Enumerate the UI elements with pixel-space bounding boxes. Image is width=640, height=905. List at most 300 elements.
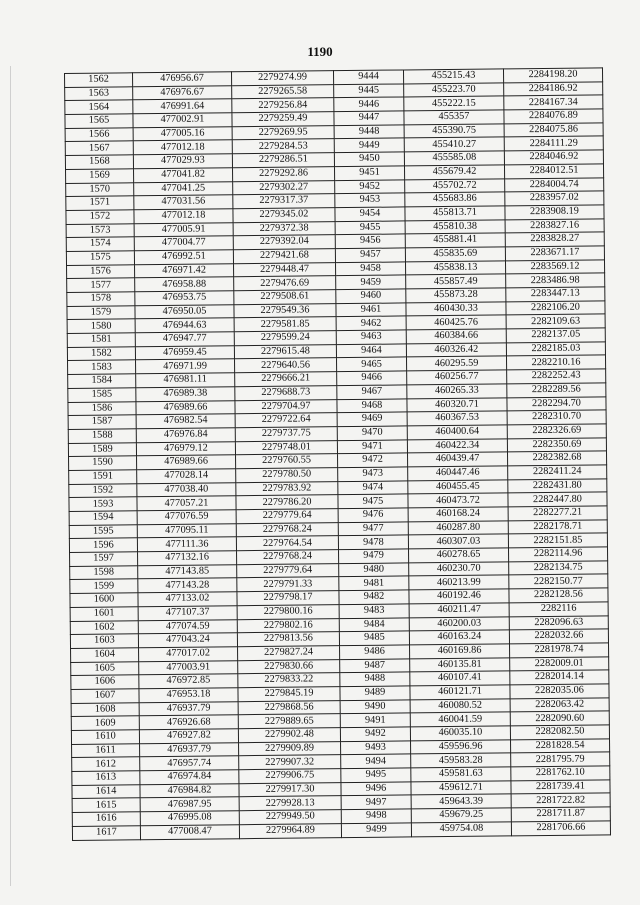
x-coordinate-cell: 455881.41 bbox=[405, 233, 505, 248]
point-id-cell: 1578 bbox=[67, 292, 135, 306]
x-coordinate-cell: 476981.11 bbox=[136, 373, 235, 388]
point-id-cell: 1589 bbox=[68, 442, 136, 456]
y-coordinate-cell: 2279317.37 bbox=[233, 194, 335, 209]
point-id-cell: 9445 bbox=[334, 84, 404, 98]
point-id-cell: 9483 bbox=[339, 604, 409, 618]
y-coordinate-cell: 2279783.92 bbox=[236, 481, 338, 496]
x-coordinate-cell: 459583.28 bbox=[411, 753, 511, 768]
point-id-cell: 9453 bbox=[335, 193, 405, 207]
point-id-cell: 9495 bbox=[341, 768, 411, 782]
y-coordinate-cell: 2279421.68 bbox=[233, 249, 335, 264]
x-coordinate-cell: 476971.99 bbox=[136, 359, 235, 374]
point-id-cell: 9486 bbox=[340, 645, 410, 659]
y-coordinate-cell: 2279259.49 bbox=[232, 112, 334, 127]
point-id-cell: 9468 bbox=[337, 398, 407, 412]
x-coordinate-cell: 476976.67 bbox=[133, 85, 232, 100]
point-id-cell: 9496 bbox=[341, 782, 411, 796]
point-id-cell: 9478 bbox=[338, 535, 408, 549]
point-id-cell: 9450 bbox=[334, 152, 404, 166]
point-id-cell: 1613 bbox=[72, 771, 140, 785]
x-coordinate-cell: 476987.95 bbox=[140, 797, 239, 812]
y-coordinate-cell: 2279764.54 bbox=[236, 536, 338, 551]
y-coordinate-cell: 2279768.24 bbox=[237, 550, 339, 565]
point-id-cell: 9454 bbox=[335, 207, 405, 221]
x-coordinate-cell: 455838.13 bbox=[405, 261, 505, 276]
x-coordinate-cell: 460107.41 bbox=[410, 671, 510, 686]
coordinates-table-body bbox=[65, 68, 611, 840]
point-id-cell: 1617 bbox=[72, 826, 140, 840]
point-id-cell: 9464 bbox=[336, 344, 406, 358]
x-coordinate-cell: 476957.74 bbox=[140, 756, 239, 771]
x-coordinate-cell: 460169.86 bbox=[410, 644, 510, 659]
x-coordinate-cell: 476979.12 bbox=[136, 441, 235, 456]
y-coordinate-cell: 2279964.89 bbox=[239, 823, 341, 838]
x-coordinate-cell: 476926.68 bbox=[139, 715, 238, 730]
y-coordinate-cell: 2279599.24 bbox=[234, 331, 336, 346]
x-coordinate-cell: 477057.21 bbox=[137, 496, 236, 511]
x-coordinate-cell: 476927.82 bbox=[139, 729, 238, 744]
x-coordinate-cell: 476989.66 bbox=[136, 400, 235, 415]
point-id-cell: 1616 bbox=[72, 812, 140, 826]
y-coordinate-cell: 2279868.56 bbox=[238, 700, 340, 715]
y-coordinate-cell: 2284012.51 bbox=[504, 164, 603, 179]
y-coordinate-cell: 2281739.41 bbox=[511, 780, 610, 795]
y-coordinate-cell: 2282447.80 bbox=[508, 492, 607, 507]
x-coordinate-cell: 459596.96 bbox=[411, 740, 511, 755]
y-coordinate-cell: 2279768.24 bbox=[236, 522, 338, 537]
point-id-cell: 9473 bbox=[338, 467, 408, 481]
y-coordinate-cell: 2284004.74 bbox=[505, 177, 604, 192]
y-coordinate-cell: 2282096.63 bbox=[509, 615, 608, 630]
x-coordinate-cell: 455679.42 bbox=[404, 165, 504, 180]
point-id-cell: 9476 bbox=[338, 508, 408, 522]
y-coordinate-cell: 2284167.34 bbox=[504, 95, 603, 110]
point-id-cell: 1601 bbox=[70, 607, 138, 621]
x-coordinate-cell: 476937.79 bbox=[140, 742, 239, 757]
y-coordinate-cell: 2279813.56 bbox=[237, 632, 339, 647]
x-coordinate-cell: 477038.40 bbox=[137, 482, 236, 497]
point-id-cell: 9472 bbox=[338, 453, 408, 467]
x-coordinate-cell: 476991.64 bbox=[133, 99, 232, 114]
x-coordinate-cell: 455835.69 bbox=[405, 247, 505, 262]
x-coordinate-cell: 477028.14 bbox=[137, 469, 236, 484]
y-coordinate-cell: 2284186.92 bbox=[504, 82, 603, 97]
y-coordinate-cell: 2283486.98 bbox=[506, 273, 605, 288]
x-coordinate-cell: 477004.77 bbox=[134, 236, 233, 251]
point-id-cell: 9477 bbox=[338, 522, 408, 536]
x-coordinate-cell: 455813.71 bbox=[405, 206, 505, 221]
point-id-cell: 9467 bbox=[337, 385, 407, 399]
y-coordinate-cell: 2281722.82 bbox=[511, 793, 610, 808]
x-coordinate-cell: 459612.71 bbox=[411, 781, 511, 796]
y-coordinate-cell: 2279265.58 bbox=[232, 84, 334, 99]
x-coordinate-cell: 460439.47 bbox=[407, 452, 507, 467]
y-coordinate-cell: 2282106.20 bbox=[506, 301, 605, 316]
y-coordinate-cell: 2282134.75 bbox=[509, 561, 608, 576]
y-coordinate-cell: 2279889.65 bbox=[238, 714, 340, 729]
y-coordinate-cell: 2283569.12 bbox=[505, 259, 604, 274]
x-coordinate-cell: 460400.64 bbox=[407, 425, 507, 440]
point-id-cell: 9462 bbox=[336, 316, 406, 330]
point-id-cell: 1580 bbox=[67, 319, 135, 333]
x-coordinate-cell: 477012.18 bbox=[134, 209, 233, 224]
x-coordinate-cell: 460035.10 bbox=[410, 726, 510, 741]
point-id-cell: 1568 bbox=[65, 155, 133, 169]
y-coordinate-cell: 2282150.77 bbox=[509, 574, 608, 589]
x-coordinate-cell: 455215.43 bbox=[403, 69, 503, 84]
point-id-cell: 1577 bbox=[67, 278, 135, 292]
y-coordinate-cell: 2283827.16 bbox=[505, 218, 604, 233]
x-coordinate-cell: 460135.81 bbox=[410, 657, 510, 672]
y-coordinate-cell: 2282277.21 bbox=[508, 506, 607, 521]
point-id-cell: 1591 bbox=[69, 470, 137, 484]
y-coordinate-cell: 2279615.48 bbox=[234, 344, 336, 359]
y-coordinate-cell: 2279909.89 bbox=[239, 741, 341, 756]
point-id-cell: 1615 bbox=[72, 798, 140, 812]
x-coordinate-cell: 477005.91 bbox=[134, 222, 233, 237]
y-coordinate-cell: 2279833.22 bbox=[238, 673, 340, 688]
y-coordinate-cell: 2279737.75 bbox=[235, 427, 337, 442]
x-coordinate-cell: 477031.56 bbox=[134, 195, 233, 210]
point-id-cell: 9489 bbox=[340, 686, 410, 700]
point-id-cell: 1602 bbox=[70, 620, 138, 634]
y-coordinate-cell: 2281828.54 bbox=[511, 739, 610, 754]
y-coordinate-cell: 2281795.79 bbox=[511, 752, 610, 767]
y-coordinate-cell: 2279269.95 bbox=[232, 125, 334, 140]
y-coordinate-cell: 2282032.66 bbox=[509, 629, 608, 644]
point-id-cell: 1600 bbox=[70, 593, 138, 607]
y-coordinate-cell: 2279907.32 bbox=[239, 755, 341, 770]
point-id-cell: 1604 bbox=[71, 648, 139, 662]
x-coordinate-cell: 455222.15 bbox=[404, 96, 504, 111]
y-coordinate-cell: 2279302.27 bbox=[233, 180, 335, 195]
point-id-cell: 1567 bbox=[65, 141, 133, 155]
x-coordinate-cell: 476989.38 bbox=[136, 387, 235, 402]
point-id-cell: 1611 bbox=[72, 743, 140, 757]
y-coordinate-cell: 2279779.64 bbox=[237, 563, 339, 578]
y-coordinate-cell: 2282310.70 bbox=[507, 410, 606, 425]
point-id-cell: 9484 bbox=[339, 617, 409, 631]
point-id-cell: 9452 bbox=[335, 179, 405, 193]
y-coordinate-cell: 2282151.85 bbox=[508, 533, 607, 548]
x-coordinate-cell: 477143.28 bbox=[138, 578, 237, 593]
point-id-cell: 1585 bbox=[68, 388, 136, 402]
point-id-cell: 9487 bbox=[340, 658, 410, 672]
y-coordinate-cell: 2279786.20 bbox=[236, 495, 338, 510]
point-id-cell: 1586 bbox=[68, 401, 136, 415]
x-coordinate-cell: 477002.91 bbox=[133, 113, 232, 128]
point-id-cell: 9469 bbox=[337, 412, 407, 426]
point-id-cell: 9482 bbox=[339, 590, 409, 604]
y-coordinate-cell: 2283957.02 bbox=[505, 191, 604, 206]
point-id-cell: 1587 bbox=[68, 415, 136, 429]
x-coordinate-cell: 460455.45 bbox=[408, 480, 508, 495]
y-coordinate-cell: 2279780.50 bbox=[236, 468, 338, 483]
point-id-cell: 9455 bbox=[335, 220, 405, 234]
y-coordinate-cell: 2279827.24 bbox=[238, 646, 340, 661]
point-id-cell: 1607 bbox=[71, 689, 139, 703]
x-coordinate-cell: 477017.02 bbox=[139, 647, 238, 662]
point-id-cell: 9447 bbox=[334, 111, 404, 125]
x-coordinate-cell: 460213.99 bbox=[409, 575, 509, 590]
point-id-cell: 9451 bbox=[334, 166, 404, 180]
point-id-cell: 9491 bbox=[340, 713, 410, 727]
x-coordinate-cell: 460384.66 bbox=[406, 329, 506, 344]
point-id-cell: 1579 bbox=[67, 305, 135, 319]
x-coordinate-cell: 460307.03 bbox=[408, 534, 508, 549]
y-coordinate-cell: 2284076.89 bbox=[504, 109, 603, 124]
point-id-cell: 1594 bbox=[69, 511, 137, 525]
y-coordinate-cell: 2282210.16 bbox=[506, 355, 605, 370]
x-coordinate-cell: 460230.70 bbox=[409, 562, 509, 577]
x-coordinate-cell: 477003.91 bbox=[139, 660, 238, 675]
x-coordinate-cell: 477041.82 bbox=[134, 168, 233, 183]
x-coordinate-cell: 476937.79 bbox=[139, 701, 238, 716]
point-id-cell: 1565 bbox=[65, 114, 133, 128]
x-coordinate-cell: 476971.42 bbox=[135, 263, 234, 278]
x-coordinate-cell: 460425.76 bbox=[406, 315, 506, 330]
y-coordinate-cell: 2282116 bbox=[509, 602, 608, 617]
x-coordinate-cell: 455357 bbox=[404, 110, 504, 125]
point-id-cell: 1606 bbox=[71, 675, 139, 689]
point-id-cell: 9498 bbox=[341, 809, 411, 823]
x-coordinate-cell: 460430.33 bbox=[406, 302, 506, 317]
point-id-cell: 9485 bbox=[339, 631, 409, 645]
y-coordinate-cell: 2279372.38 bbox=[233, 221, 335, 236]
y-coordinate-cell: 2282350.69 bbox=[507, 437, 606, 452]
x-coordinate-cell: 460422.34 bbox=[407, 438, 507, 453]
y-coordinate-cell: 2279704.97 bbox=[235, 399, 337, 414]
x-coordinate-cell: 477074.59 bbox=[138, 619, 237, 634]
y-coordinate-cell: 2281706.66 bbox=[511, 821, 610, 836]
point-id-cell: 1582 bbox=[67, 347, 135, 361]
point-id-cell: 1599 bbox=[70, 579, 138, 593]
x-coordinate-cell: 459581.63 bbox=[411, 767, 511, 782]
point-id-cell: 9466 bbox=[337, 371, 407, 385]
point-id-cell: 9480 bbox=[339, 563, 409, 577]
x-coordinate-cell: 476992.51 bbox=[134, 250, 233, 265]
x-coordinate-cell: 460295.59 bbox=[406, 356, 506, 371]
y-coordinate-cell: 2282090.60 bbox=[510, 711, 609, 726]
y-coordinate-cell: 2282114.96 bbox=[508, 547, 607, 562]
point-id-cell: 9497 bbox=[341, 795, 411, 809]
x-coordinate-cell: 455410.27 bbox=[404, 137, 504, 152]
page-number: 1190 bbox=[307, 44, 333, 59]
point-id-cell: 9463 bbox=[336, 330, 406, 344]
x-coordinate-cell: 476956.67 bbox=[133, 72, 232, 87]
x-coordinate-cell: 460367.53 bbox=[407, 411, 507, 426]
y-coordinate-cell: 2281762.10 bbox=[511, 766, 610, 781]
y-coordinate-cell: 2279549.36 bbox=[234, 303, 336, 318]
x-coordinate-cell: 460447.46 bbox=[408, 466, 508, 481]
y-coordinate-cell: 2279722.64 bbox=[235, 413, 337, 428]
x-coordinate-cell: 460041.59 bbox=[410, 712, 510, 727]
point-id-cell: 1581 bbox=[67, 333, 135, 347]
point-id-cell: 1588 bbox=[68, 429, 136, 443]
y-coordinate-cell: 2279845.19 bbox=[238, 687, 340, 702]
y-coordinate-cell: 2284198.20 bbox=[503, 68, 602, 83]
y-coordinate-cell: 2279798.17 bbox=[237, 591, 339, 606]
point-id-cell: 9492 bbox=[340, 727, 410, 741]
y-coordinate-cell: 2279392.04 bbox=[233, 235, 335, 250]
y-coordinate-cell: 2283447.13 bbox=[506, 287, 605, 302]
point-id-cell: 9456 bbox=[335, 234, 405, 248]
point-id-cell: 9446 bbox=[334, 97, 404, 111]
x-coordinate-cell: 476972.85 bbox=[139, 674, 238, 689]
x-coordinate-cell: 477132.16 bbox=[138, 551, 237, 566]
x-coordinate-cell: 476950.05 bbox=[135, 304, 234, 319]
y-coordinate-cell: 2282326.69 bbox=[507, 424, 606, 439]
point-id-cell: 9461 bbox=[336, 303, 406, 317]
y-coordinate-cell: 2283671.17 bbox=[505, 246, 604, 261]
point-id-cell: 1612 bbox=[72, 757, 140, 771]
y-coordinate-cell: 2279779.64 bbox=[236, 509, 338, 524]
y-coordinate-cell: 2279906.75 bbox=[239, 769, 341, 784]
x-coordinate-cell: 477041.25 bbox=[134, 181, 233, 196]
x-coordinate-cell: 459643.39 bbox=[411, 794, 511, 809]
x-coordinate-cell: 460287.80 bbox=[408, 521, 508, 536]
y-coordinate-cell: 2279791.33 bbox=[237, 577, 339, 592]
x-coordinate-cell: 460200.03 bbox=[409, 616, 509, 631]
y-coordinate-cell: 2283828.27 bbox=[505, 232, 604, 247]
y-coordinate-cell: 2281711.87 bbox=[511, 807, 610, 822]
point-id-cell: 1572 bbox=[66, 210, 134, 224]
x-coordinate-cell: 477043.24 bbox=[138, 633, 237, 648]
x-coordinate-cell: 476944.63 bbox=[135, 318, 234, 333]
y-coordinate-cell: 2279508.61 bbox=[234, 290, 336, 305]
point-id-cell: 9479 bbox=[339, 549, 409, 563]
x-coordinate-cell: 455857.49 bbox=[406, 274, 506, 289]
point-id-cell: 1609 bbox=[71, 716, 139, 730]
point-id-cell: 1569 bbox=[66, 169, 134, 183]
point-id-cell: 1592 bbox=[69, 483, 137, 497]
y-coordinate-cell: 2279800.16 bbox=[237, 604, 339, 619]
x-coordinate-cell: 477012.18 bbox=[133, 140, 232, 155]
y-coordinate-cell: 2279666.21 bbox=[235, 372, 337, 387]
y-coordinate-cell: 2284111.29 bbox=[504, 136, 603, 151]
y-coordinate-cell: 2282431.80 bbox=[508, 478, 607, 493]
point-id-cell: 1597 bbox=[70, 552, 138, 566]
point-id-cell: 9459 bbox=[336, 275, 406, 289]
point-id-cell: 9471 bbox=[337, 439, 407, 453]
x-coordinate-cell: 460121.71 bbox=[410, 685, 510, 700]
y-coordinate-cell: 2282178.71 bbox=[508, 520, 607, 535]
x-coordinate-cell: 477029.93 bbox=[133, 154, 232, 169]
y-coordinate-cell: 2279284.53 bbox=[232, 139, 334, 154]
y-coordinate-cell: 2282009.01 bbox=[510, 656, 609, 671]
y-coordinate-cell: 2279476.69 bbox=[234, 276, 336, 291]
point-id-cell: 9499 bbox=[341, 823, 411, 837]
y-coordinate-cell: 2279928.13 bbox=[239, 796, 341, 811]
x-coordinate-cell: 460256.77 bbox=[407, 370, 507, 385]
point-id-cell: 9448 bbox=[334, 125, 404, 139]
point-id-cell: 1614 bbox=[72, 784, 140, 798]
x-coordinate-cell: 460320.71 bbox=[407, 397, 507, 412]
point-id-cell: 1593 bbox=[69, 497, 137, 511]
point-id-cell: 9460 bbox=[336, 289, 406, 303]
point-id-cell: 1610 bbox=[71, 730, 139, 744]
x-coordinate-cell: 477005.16 bbox=[133, 126, 232, 141]
y-coordinate-cell: 2282014.14 bbox=[510, 670, 609, 685]
y-coordinate-cell: 2279949.50 bbox=[239, 810, 341, 825]
y-coordinate-cell: 2279748.01 bbox=[235, 440, 337, 455]
point-id-cell: 1571 bbox=[66, 196, 134, 210]
point-id-cell: 1595 bbox=[69, 524, 137, 538]
y-coordinate-cell: 2282109.63 bbox=[506, 314, 605, 329]
point-id-cell: 9444 bbox=[333, 70, 403, 84]
point-id-cell: 1598 bbox=[70, 566, 138, 580]
y-coordinate-cell: 2282289.56 bbox=[507, 383, 606, 398]
point-id-cell: 1573 bbox=[66, 223, 134, 237]
point-id-cell: 9488 bbox=[340, 672, 410, 686]
point-id-cell: 9494 bbox=[341, 754, 411, 768]
y-coordinate-cell: 2282252.43 bbox=[507, 369, 606, 384]
y-coordinate-cell: 2279581.85 bbox=[234, 317, 336, 332]
x-coordinate-cell: 460168.24 bbox=[408, 507, 508, 522]
y-coordinate-cell: 2281978.74 bbox=[510, 643, 609, 658]
x-coordinate-cell: 455390.75 bbox=[404, 124, 504, 139]
point-id-cell: 1596 bbox=[69, 538, 137, 552]
x-coordinate-cell: 476989.66 bbox=[137, 455, 236, 470]
x-coordinate-cell: 460278.65 bbox=[409, 548, 509, 563]
point-id-cell: 9493 bbox=[341, 741, 411, 755]
x-coordinate-cell: 460211.47 bbox=[409, 603, 509, 618]
x-coordinate-cell: 477095.11 bbox=[137, 523, 236, 538]
y-coordinate-cell: 2283908.19 bbox=[505, 205, 604, 220]
x-coordinate-cell: 477143.85 bbox=[138, 564, 237, 579]
y-coordinate-cell: 2282063.42 bbox=[510, 697, 609, 712]
x-coordinate-cell: 460326.42 bbox=[406, 343, 506, 358]
x-coordinate-cell: 476953.75 bbox=[135, 291, 234, 306]
y-coordinate-cell: 2284075.86 bbox=[504, 123, 603, 138]
y-coordinate-cell: 2279292.86 bbox=[232, 166, 334, 181]
x-coordinate-cell: 476984.82 bbox=[140, 783, 239, 798]
y-coordinate-cell: 2282137.05 bbox=[506, 328, 605, 343]
x-coordinate-cell: 476976.84 bbox=[136, 428, 235, 443]
point-id-cell: 1603 bbox=[70, 634, 138, 648]
x-coordinate-cell: 476974.84 bbox=[140, 770, 239, 785]
y-coordinate-cell: 2279640.56 bbox=[235, 358, 337, 373]
x-coordinate-cell: 455683.86 bbox=[405, 192, 505, 207]
x-coordinate-cell: 476947.77 bbox=[135, 332, 234, 347]
y-coordinate-cell: 2282128.56 bbox=[509, 588, 608, 603]
x-coordinate-cell: 460163.24 bbox=[409, 630, 509, 645]
point-id-cell: 1605 bbox=[71, 661, 139, 675]
y-coordinate-cell: 2279256.84 bbox=[232, 98, 334, 113]
point-id-cell: 1584 bbox=[68, 374, 136, 388]
x-coordinate-cell: 476958.88 bbox=[135, 277, 234, 292]
x-coordinate-cell: 476982.54 bbox=[136, 414, 235, 429]
x-coordinate-cell: 459754.08 bbox=[411, 822, 511, 837]
point-id-cell: 1574 bbox=[66, 237, 134, 251]
x-coordinate-cell: 460473.72 bbox=[408, 493, 508, 508]
y-coordinate-cell: 2279802.16 bbox=[237, 618, 339, 633]
x-coordinate-cell: 477133.02 bbox=[138, 592, 237, 607]
point-id-cell: 1576 bbox=[67, 264, 135, 278]
x-coordinate-cell: 455873.28 bbox=[406, 288, 506, 303]
x-coordinate-cell: 477076.59 bbox=[137, 510, 236, 525]
y-coordinate-cell: 2282411.24 bbox=[508, 465, 607, 480]
coordinates-table bbox=[64, 67, 611, 840]
y-coordinate-cell: 2279345.02 bbox=[233, 208, 335, 223]
point-id-cell: 9465 bbox=[337, 357, 407, 371]
point-id-cell: 9457 bbox=[335, 248, 405, 262]
point-id-cell: 1564 bbox=[65, 100, 133, 114]
y-coordinate-cell: 2279902.48 bbox=[238, 728, 340, 743]
point-id-cell: 9458 bbox=[335, 262, 405, 276]
point-id-cell: 1590 bbox=[69, 456, 137, 470]
y-coordinate-cell: 2279688.73 bbox=[235, 385, 337, 400]
